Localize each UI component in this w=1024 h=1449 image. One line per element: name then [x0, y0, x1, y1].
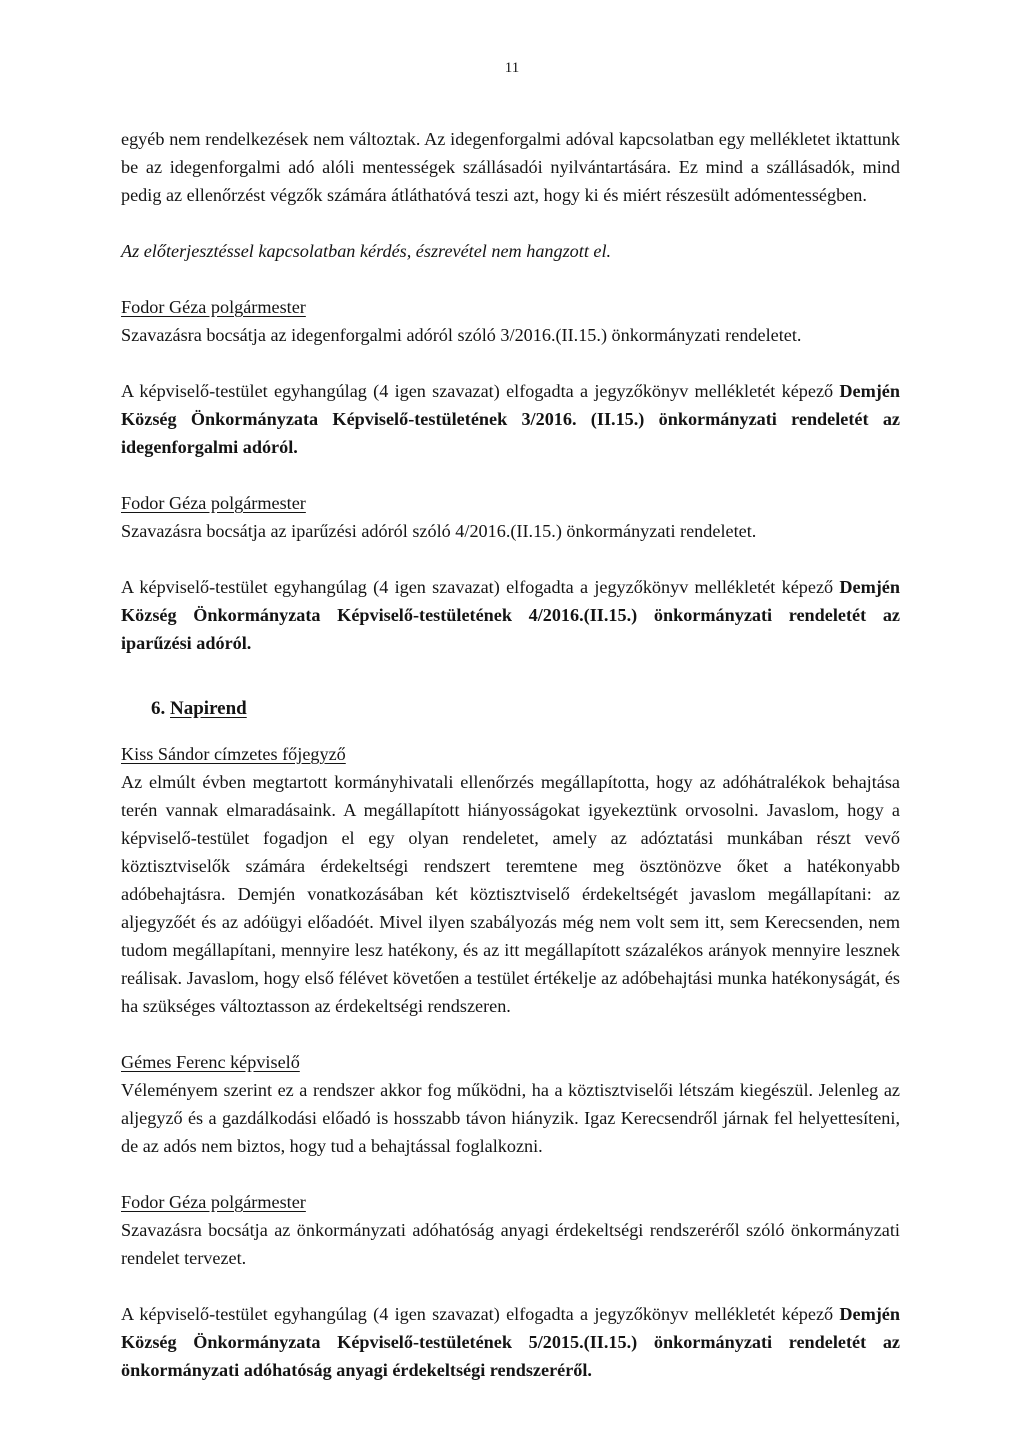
resolution-text: A képviselő-testület egyhangúlag (4 igen szavazat) elfogadta a jegyzőkönyv mellékletét képező	[121, 577, 840, 597]
document-body	[121, 125, 900, 1384]
statement-block	[121, 293, 900, 349]
resolution-text: A képviselő-testület egyhangúlag (4 igen szavazat) elfogadta a jegyzőkönyv mellékletét képező	[121, 1304, 840, 1324]
resolution-title: Demjén Község Önkormányzata Képviselő-testületének 5/2015.(II.15.) önkormányzati rendeletét az önkormányzati adóhatóság anyagi érdekeltségi rendszeréről.	[121, 1304, 900, 1380]
statement-text: Szavazásra bocsátja az idegenforgalmi adóról szóló 3/2016.(II.15.) önkormányzati rendeletet.	[121, 325, 802, 345]
resolution-paragraph	[121, 573, 900, 657]
agenda-number: 6.	[151, 698, 166, 719]
statement-block	[121, 1048, 900, 1160]
statement-block	[121, 1188, 900, 1272]
statement-text: Véleményem szerint ez a rendszer akkor fog működni, ha a köztisztviselői létszám kiegészül. Jelenleg az aljegyző és a gazdálkodási előadó is hosszabb távon hiányzik. Igaz Kerecsendről járnak fel helyettesíteni, de az adós nem biztos, hogy tud a behajtással foglalkozni.	[121, 1080, 900, 1156]
agenda-heading	[121, 695, 900, 723]
statement-text: Szavazásra bocsátja az önkormányzati adóhatóság anyagi érdekeltségi rendszeréről szóló önkormányzati rendelet tervezet.	[121, 1220, 900, 1268]
statement-block	[121, 489, 900, 545]
statement-text: Szavazásra bocsátja az iparűzési adóról szóló 4/2016.(II.15.) önkormányzati rendeletet.	[121, 521, 757, 541]
page-number: 11	[504, 60, 520, 76]
statement-block	[121, 740, 900, 1020]
speaker-name: Gémes Ferenc képviselő	[121, 1052, 300, 1072]
resolution-text: A képviselő-testület egyhangúlag (4 igen szavazat) elfogadta a jegyzőkönyv mellékletét képező	[121, 381, 840, 401]
speaker-name: Kiss Sándor címzetes főjegyző	[121, 744, 346, 764]
resolution-paragraph	[121, 1300, 900, 1384]
speaker-name: Fodor Géza polgármester	[121, 493, 306, 513]
resolution-title: Demjén Község Önkormányzata Képviselő-testületének 3/2016. (II.15.) önkormányzati rendeletét az idegenforgalmi adóról.	[121, 381, 900, 457]
resolution-paragraph	[121, 377, 900, 461]
statement-text: Az elmúlt évben megtartott kormányhivatali ellenőrzés megállapította, hogy az adóhátralékok behajtása terén vannak elmaradásaink. A megállapított hiányosságokat igyekeztünk orvosolni. Javaslom, hogy a képviselő-testület fogadjon el egy olyan rendeletet, amely az adóztatási munkában részt vevő köztisztviselők számára érdekeltségi rendszert teremtene meg ösztönözve őket a hatékonyabb adóbehajtásra. Demjén vonatkozásában két köztisztviselő érdekeltségét javaslom megállapítani: az aljegyzőét és az adóügyi előadóét. Mivel ilyen szabályozás még nem volt sem itt, sem Kerecsenden, nem tudom megállapítani, mennyire lesz hatékony, és az itt megállapított százalékos arányok mennyire lesznek reálisak. Javaslom, hogy első félévet követően a testület értékelje az adóbehajtási munka hatékonyságát, és ha szükséges változtasson az érdekeltségi rendszeren.	[121, 772, 900, 1016]
agenda-title: Napirend	[170, 698, 247, 719]
paragraph-intro: egyéb nem rendelkezések nem változtak. Az idegenforgalmi adóval kapcsolatban egy mellékletet iktattunk be az idegenforgalmi adó alóli mentességek szállásadói nyilvántartására. Ez mind a szállásadók, mind pedig az ellenőrzést végzők számára átláthatóvá teszi azt, hogy ki és miért részesült adómentességben.	[121, 129, 900, 205]
speaker-name: Fodor Géza polgármester	[121, 1192, 306, 1212]
resolution-title: Demjén Község Önkormányzata Képviselő-testületének 4/2016.(II.15.) önkormányzati rendeletét az iparűzési adóról.	[121, 577, 900, 653]
paragraph-no-questions: Az előterjesztéssel kapcsolatban kérdés, észrevétel nem hangzott el.	[121, 241, 612, 261]
speaker-name: Fodor Géza polgármester	[121, 297, 306, 317]
